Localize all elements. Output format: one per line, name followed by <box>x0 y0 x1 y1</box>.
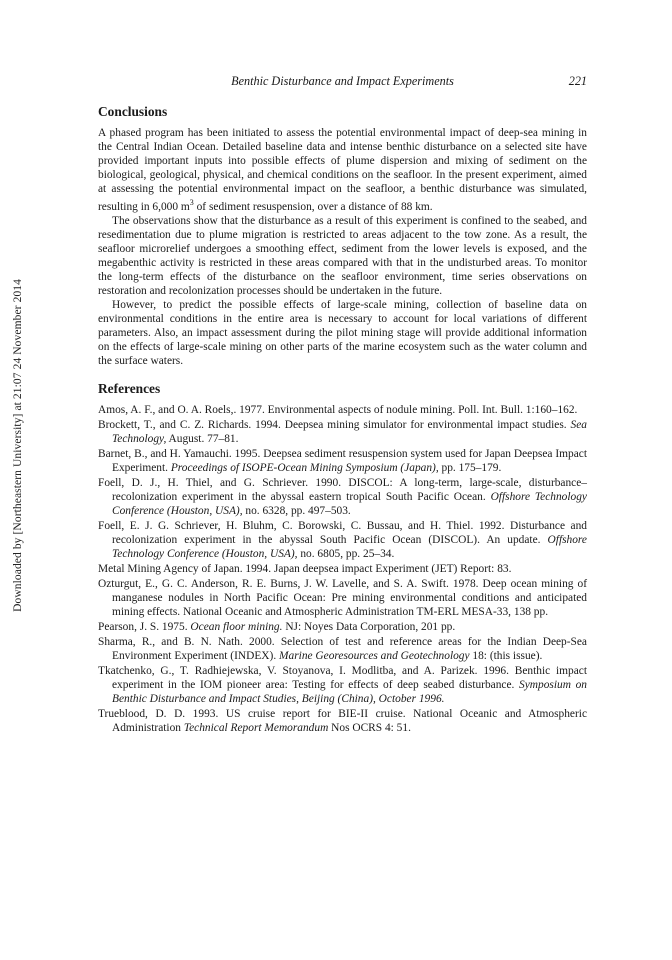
download-note: Downloaded by [Northeastern University] at 21:07 24 November 2014 <box>12 278 24 612</box>
references-heading: References <box>98 380 161 396</box>
reference-item: Trueblood, D. D. 1993. US cruise report for BIE-II cruise. National Oceanic and Atmospheric Administration Technical Report Memorandum Nos OCRS 4: 51. <box>98 707 587 734</box>
page-number: 221 <box>568 74 587 88</box>
reference-item: Foell, E. J. G. Schriever, H. Bluhm, C. Borowski, C. Bussau, and H. Thiel. 1992. Disturbance and recolonization experiment in the abyssal South Pacific Ocean (DISCOL). An update. Offshore Technology Conference (Houston, USA), no. 6805, pp. 25–34. <box>98 519 587 560</box>
conclusions-paragraph-2: The observations show that the disturbance as a result of this experiment is confined to the seabed, and resedimentation due to plume migration is restricted to areas adjacent to the tow zone. As a result, the seafloor microrelief undergoes a smoothing effect, sediment from the lower levels is exposed, and the megabenthic activity is restricted in these areas compared with that in the undisturbed areas. To monitor the long-term effects of the disturbance on the seafloor environment, time series observations on restoration and recolonization processes should be undertaken in the future. <box>98 214 587 297</box>
conclusions-paragraph-1: A phased program has been initiated to assess the potential environmental impact of deep-sea mining in the Central Indian Ocean. Detailed baseline data and intense benthic disturbance on a selected site have provided important inputs into possible effects of plume dispersion and mixing of sediment on the biological, geological, physical, and chemical conditions on the seafloor. In the present experiment, aimed at assessing the potential environmental impact on the seafloor, a benthic disturbance was simulated, resulting in 6,000 $m^3$ of sediment resuspension, over a distance of 88 km. <box>98 127 587 213</box>
reference-item: Ozturgut, E., G. C. Anderson, R. E. Burns, J. W. Lavelle, and S. A. Swift. 1978. Deep ocean mining of manganese nodules in North Pacific Ocean: Pre mining environmental conditions and anticipated mining effects. National Oceanic and Atmospheric Administration TM-ERL MESA-33, 138 pp. <box>98 577 587 618</box>
reference-item: Barnet, B., and H. Yamauchi. 1995. Deepsea sediment resuspension system used for Japan Deepsea Impact Experiment. Proceedings of ISOPE-Ocean Mining Symposium (Japan), pp. 175–179. <box>98 447 587 474</box>
conclusions-heading: Conclusions <box>98 104 168 119</box>
conclusions-paragraph-3: However, to predict the possible effects of large-scale mining, collection of baseline data on environmental conditions in the entire area is necessary to account for local variations of different parameters. Also, an impact assessment during the pilot mining stage will provide additional information on the effects of large-scale mining on other parts of the marine ecosystem such as the water column and the surface waters. <box>98 298 587 367</box>
running-header <box>98 74 587 92</box>
reference-item: Pearson, J. S. 1975. Ocean floor mining. NJ: Noyes Data Corporation, 201 pp. <box>98 620 456 633</box>
page-content <box>98 74 587 736</box>
reference-list <box>98 403 587 735</box>
reference-item: Metal Mining Agency of Japan. 1994. Japan deepsea impact Experiment (JET) Report: 83. <box>98 562 512 575</box>
reference-item: Tkatchenko, G., T. Radhiejewska, V. Stoyanova, I. Modlitba, and A. Parizek. 1996. Benthic impact experiment in the IOM pioneer area: Testing for effects of deep seabed disturbance. Symposium on Benthic Disturbance and Impact Studies, Beijing (China), October 1996. <box>98 664 587 705</box>
reference-item: Brockett, T., and C. Z. Richards. 1994. Deepsea mining simulator for environmental impact studies. Sea Technology, August. 77–81. <box>98 418 587 445</box>
reference-item: Amos, A. F., and O. A. Roels,. 1977. Environmental aspects of nodule mining. Poll. Int. Bull. 1:160–162. <box>98 403 578 416</box>
reference-item: Foell, D. J., H. Thiel, and G. Schriever. 1990. DISCOL: A long-term, large-scale, disturbance–recolonization experiment in the abyssal eastern tropical South Pacific Ocean. Offshore Technology Conference (Houston, USA), no. 6328, pp. 497–503. <box>98 476 587 517</box>
download-watermark <box>8 250 28 640</box>
running-title: Benthic Disturbance and Impact Experiments <box>231 74 454 88</box>
reference-item: Sharma, R., and B. N. Nath. 2000. Selection of test and reference areas for the Indian Deep-Sea Environment Experiment (INDEX). Marine Georesources and Geotechnology 18: (this issue). <box>98 635 587 662</box>
